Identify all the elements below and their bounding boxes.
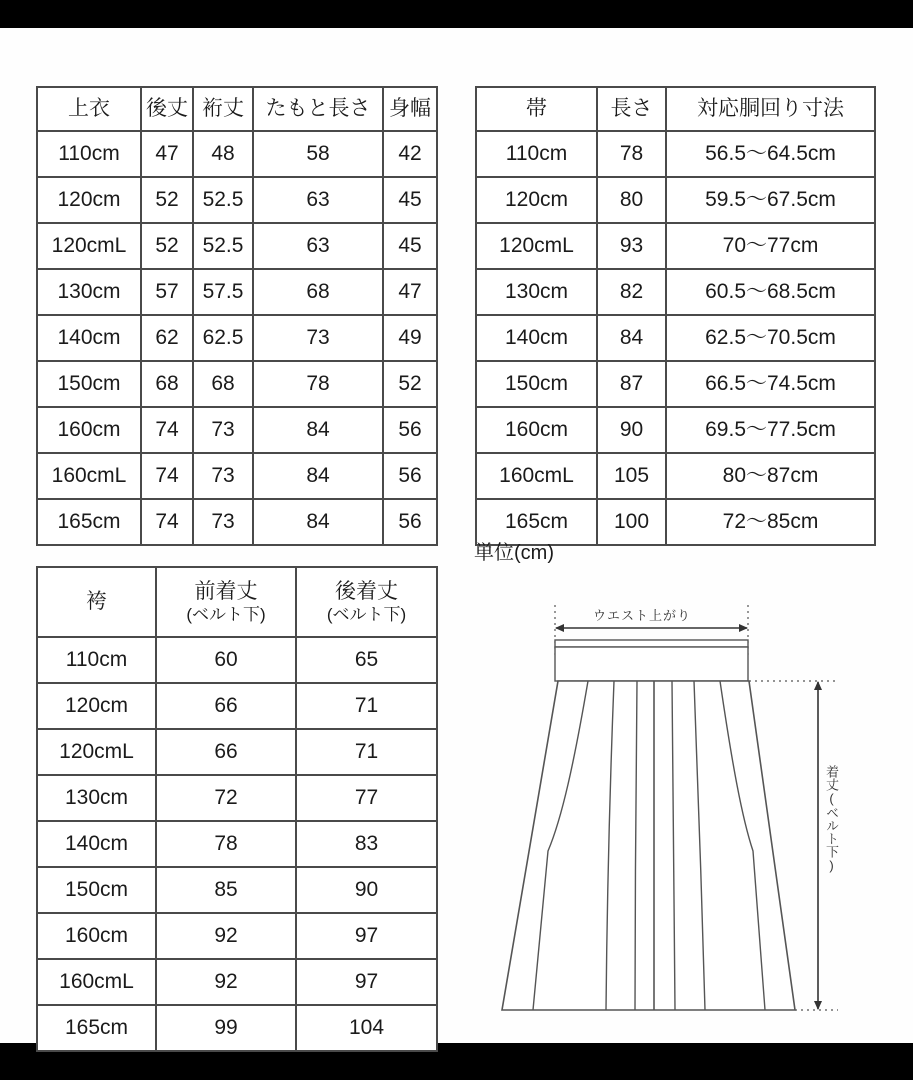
table-row xyxy=(476,269,875,315)
cell-value: 90 xyxy=(296,867,437,913)
cell-size: 110cm xyxy=(476,131,597,177)
cell-size: 130cm xyxy=(476,269,597,315)
table-row xyxy=(37,867,437,913)
cell-value: 92 xyxy=(156,913,296,959)
header-line-2: (ベルト下) xyxy=(186,604,266,624)
cell-value: 74 xyxy=(141,453,193,499)
cell-size: 165cm xyxy=(37,499,141,545)
cell-value: 97 xyxy=(296,959,437,1005)
table-row xyxy=(476,131,875,177)
table-row xyxy=(37,959,437,1005)
table-row xyxy=(476,315,875,361)
waist-dimension-label: ウエスト上がり xyxy=(593,608,692,623)
cell-size: 165cm xyxy=(476,499,597,545)
hakama-size-table xyxy=(36,566,438,1052)
cell-size: 120cm xyxy=(37,683,156,729)
cell-size: 110cm xyxy=(37,637,156,683)
table-header-row xyxy=(476,87,875,131)
table-row xyxy=(37,1005,437,1051)
cell-value: 78 xyxy=(156,821,296,867)
cell-size: 140cm xyxy=(37,315,141,361)
cell-value: 85 xyxy=(156,867,296,913)
column-header-tamoto-length: たもと長さ xyxy=(253,87,383,131)
cell-value: 71 xyxy=(296,683,437,729)
table-row xyxy=(37,269,437,315)
table-row xyxy=(37,821,437,867)
cell-value: 52 xyxy=(383,361,437,407)
cell-value: 74 xyxy=(141,499,193,545)
size-chart-sheet xyxy=(0,28,913,1043)
cell-value: 68 xyxy=(253,269,383,315)
cell-value: 45 xyxy=(383,177,437,223)
length-dimension-label: 着丈(ベルト下) xyxy=(824,765,839,873)
column-header-length: 長さ xyxy=(597,87,666,131)
cell-size: 140cm xyxy=(37,821,156,867)
cell-value: 100 xyxy=(597,499,666,545)
table-row xyxy=(37,683,437,729)
cell-value: 60.5〜68.5cm xyxy=(666,269,875,315)
cell-size: 120cmL xyxy=(37,729,156,775)
header-line-1: 袴 xyxy=(86,589,107,613)
cell-size: 120cm xyxy=(476,177,597,223)
cell-value: 62.5〜70.5cm xyxy=(666,315,875,361)
cell-size: 120cmL xyxy=(37,223,141,269)
table-row xyxy=(476,453,875,499)
cell-value: 56 xyxy=(383,453,437,499)
table-row xyxy=(476,223,875,269)
cell-value: 47 xyxy=(383,269,437,315)
cell-value: 52 xyxy=(141,223,193,269)
table-row xyxy=(37,361,437,407)
cell-value: 60 xyxy=(156,637,296,683)
cell-value: 78 xyxy=(597,131,666,177)
cell-value: 97 xyxy=(296,913,437,959)
cell-value: 48 xyxy=(193,131,253,177)
cell-value: 80 xyxy=(597,177,666,223)
cell-value: 99 xyxy=(156,1005,296,1051)
cell-size: 160cmL xyxy=(37,959,156,1005)
cell-value: 90 xyxy=(597,407,666,453)
cell-value: 104 xyxy=(296,1005,437,1051)
cell-value: 68 xyxy=(141,361,193,407)
cell-value: 84 xyxy=(253,407,383,453)
header-line-2: (ベルト下) xyxy=(326,604,407,624)
cell-value: 62 xyxy=(141,315,193,361)
cell-value: 78 xyxy=(253,361,383,407)
cell-value: 73 xyxy=(193,453,253,499)
table-row xyxy=(37,729,437,775)
cell-value: 74 xyxy=(141,407,193,453)
cell-value: 82 xyxy=(597,269,666,315)
table-row xyxy=(37,637,437,683)
cell-value: 73 xyxy=(253,315,383,361)
column-header-hakama xyxy=(37,567,156,637)
cell-value: 66 xyxy=(156,683,296,729)
header-line-1: 前着丈 xyxy=(194,579,258,603)
cell-value: 52.5 xyxy=(193,223,253,269)
cell-size: 150cm xyxy=(37,361,141,407)
cell-size: 160cm xyxy=(37,913,156,959)
cell-value: 70〜77cm xyxy=(666,223,875,269)
table-row xyxy=(37,315,437,361)
cell-value: 56 xyxy=(383,407,437,453)
table-row xyxy=(37,499,437,545)
cell-value: 63 xyxy=(253,177,383,223)
cell-size: 165cm xyxy=(37,1005,156,1051)
hakama-measurement-diagram xyxy=(470,583,910,1043)
cell-size: 160cm xyxy=(37,407,141,453)
table-row xyxy=(37,177,437,223)
table-header-row xyxy=(37,567,437,637)
cell-value: 45 xyxy=(383,223,437,269)
table-row xyxy=(476,177,875,223)
table-row xyxy=(37,775,437,821)
cell-value: 93 xyxy=(597,223,666,269)
cell-value: 73 xyxy=(193,407,253,453)
table-row xyxy=(37,913,437,959)
column-header-size: 上衣 xyxy=(37,87,141,131)
jacket-size-table xyxy=(36,86,438,546)
cell-value: 57 xyxy=(141,269,193,315)
cell-value: 105 xyxy=(597,453,666,499)
cell-value: 66 xyxy=(156,729,296,775)
cell-value: 56 xyxy=(383,499,437,545)
cell-size: 160cmL xyxy=(476,453,597,499)
cell-value: 52 xyxy=(141,177,193,223)
cell-value: 83 xyxy=(296,821,437,867)
column-header-back-length: 後丈 xyxy=(141,87,193,131)
table-header-row xyxy=(37,87,437,131)
cell-value: 42 xyxy=(383,131,437,177)
column-header-back-length xyxy=(296,567,437,637)
unit-note: 単位(cm) xyxy=(474,542,554,564)
obi-size-table xyxy=(475,86,876,546)
header-line-1: 後着丈 xyxy=(335,579,398,603)
cell-value: 66.5〜74.5cm xyxy=(666,361,875,407)
cell-value: 73 xyxy=(193,499,253,545)
column-header-front-length xyxy=(156,567,296,637)
table-row xyxy=(37,407,437,453)
column-header-sleeve-length: 裄丈 xyxy=(193,87,253,131)
cell-value: 84 xyxy=(597,315,666,361)
cell-value: 72 xyxy=(156,775,296,821)
cell-value: 72〜85cm xyxy=(666,499,875,545)
cell-size: 150cm xyxy=(37,867,156,913)
cell-value: 56.5〜64.5cm xyxy=(666,131,875,177)
cell-size: 110cm xyxy=(37,131,141,177)
cell-size: 140cm xyxy=(476,315,597,361)
cell-size: 120cm xyxy=(37,177,141,223)
cell-value: 62.5 xyxy=(193,315,253,361)
cell-size: 160cmL xyxy=(37,453,141,499)
cell-value: 68 xyxy=(193,361,253,407)
cell-value: 52.5 xyxy=(193,177,253,223)
cell-size: 120cmL xyxy=(476,223,597,269)
cell-value: 87 xyxy=(597,361,666,407)
table-row xyxy=(37,131,437,177)
cell-value: 84 xyxy=(253,499,383,545)
cell-value: 84 xyxy=(253,453,383,499)
cell-value: 69.5〜77.5cm xyxy=(666,407,875,453)
cell-value: 80〜87cm xyxy=(666,453,875,499)
column-header-body-width: 身幅 xyxy=(383,87,437,131)
cell-value: 59.5〜67.5cm xyxy=(666,177,875,223)
column-header-waist-range: 対応胴回り寸法 xyxy=(666,87,875,131)
cell-size: 160cm xyxy=(476,407,597,453)
cell-value: 92 xyxy=(156,959,296,1005)
table-row xyxy=(476,361,875,407)
cell-value: 71 xyxy=(296,729,437,775)
cell-size: 150cm xyxy=(476,361,597,407)
cell-size: 130cm xyxy=(37,269,141,315)
cell-value: 65 xyxy=(296,637,437,683)
table-row xyxy=(37,223,437,269)
column-header-obi: 帯 xyxy=(476,87,597,131)
table-row xyxy=(476,407,875,453)
cell-value: 47 xyxy=(141,131,193,177)
cell-value: 58 xyxy=(253,131,383,177)
cell-value: 63 xyxy=(253,223,383,269)
table-row xyxy=(37,453,437,499)
cell-value: 49 xyxy=(383,315,437,361)
cell-value: 77 xyxy=(296,775,437,821)
cell-size: 130cm xyxy=(37,775,156,821)
cell-value: 57.5 xyxy=(193,269,253,315)
letterbox-top xyxy=(0,0,913,28)
